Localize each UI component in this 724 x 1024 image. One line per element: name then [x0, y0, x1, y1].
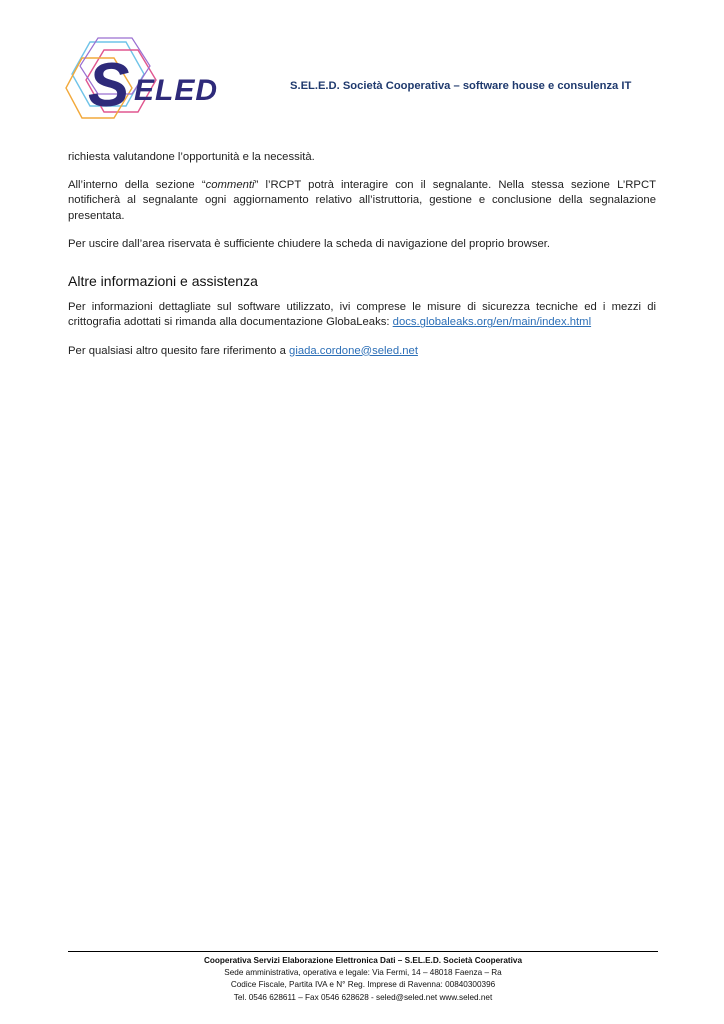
paragraph-2-end: ” l’RCPT potrà interagire con il segnalante. Nella stessa sezione L’RPCT notificherà al segnalante ogni aggiornamento relativo all’istruttoria, gestione e conclusione della segnalazione presentata. — [68, 179, 657, 222]
company-logo — [60, 36, 230, 124]
paragraph-2 — [68, 178, 656, 224]
footer-company-name: Cooperativa Servizi Elaborazione Elettronica Dati – S.EL.E.D. Società Cooperativa — [203, 956, 523, 965]
logo-graphic — [60, 36, 230, 124]
paragraph-1: richiesta valutandone l’opportunità e la necessità. — [68, 151, 315, 163]
paragraph-2-start: All’interno della sezione “ — [68, 179, 206, 192]
document-body — [68, 150, 656, 372]
footer-contacts: Tel. 0546 628611 – Fax 0546 628628 - seled@seled.net www.seled.net — [233, 992, 493, 1002]
globaleaks-docs-link[interactable]: docs.globaleaks.org/en/main/index.html — [392, 316, 592, 329]
contact-email-link[interactable]: giada.cordone@seled.net — [289, 344, 418, 357]
paragraph-3: Per uscire dall’area riservata è sufficiente chiudere la scheda di navigazione del proprio browser. — [68, 237, 551, 250]
svg-text:S: S — [88, 51, 130, 120]
section-heading: Altre informazioni e assistenza — [68, 273, 258, 290]
footer-address: Sede amministrativa, operativa e legale: Via Fermi, 14 – 48018 Faenza – Ra — [224, 968, 502, 978]
svg-text:ELED: ELED — [134, 74, 219, 107]
paragraph-5 — [68, 344, 656, 359]
paragraph-5-text: Per qualsiasi altro quesito fare riferimento a — [68, 344, 290, 357]
paragraph-4-text: Per informazioni dettagliate sul software utilizzato, ivi comprese le misure di sicurezza tecniche ed i mezzi di crittografia adottati si rimanda alla documentazione GlobaLeaks: — [68, 301, 656, 329]
header-title: S.EL.E.D. Società Cooperativa – software house e consulenza IT — [290, 80, 632, 92]
footer-divider — [68, 951, 658, 952]
page-footer — [68, 955, 658, 1004]
commenti-emphasis: commenti — [205, 179, 255, 192]
paragraph-4 — [68, 300, 656, 330]
footer-tax-info: Codice Fiscale, Partita IVA e N° Reg. Imprese di Ravenna: 00840300396 — [230, 980, 496, 990]
